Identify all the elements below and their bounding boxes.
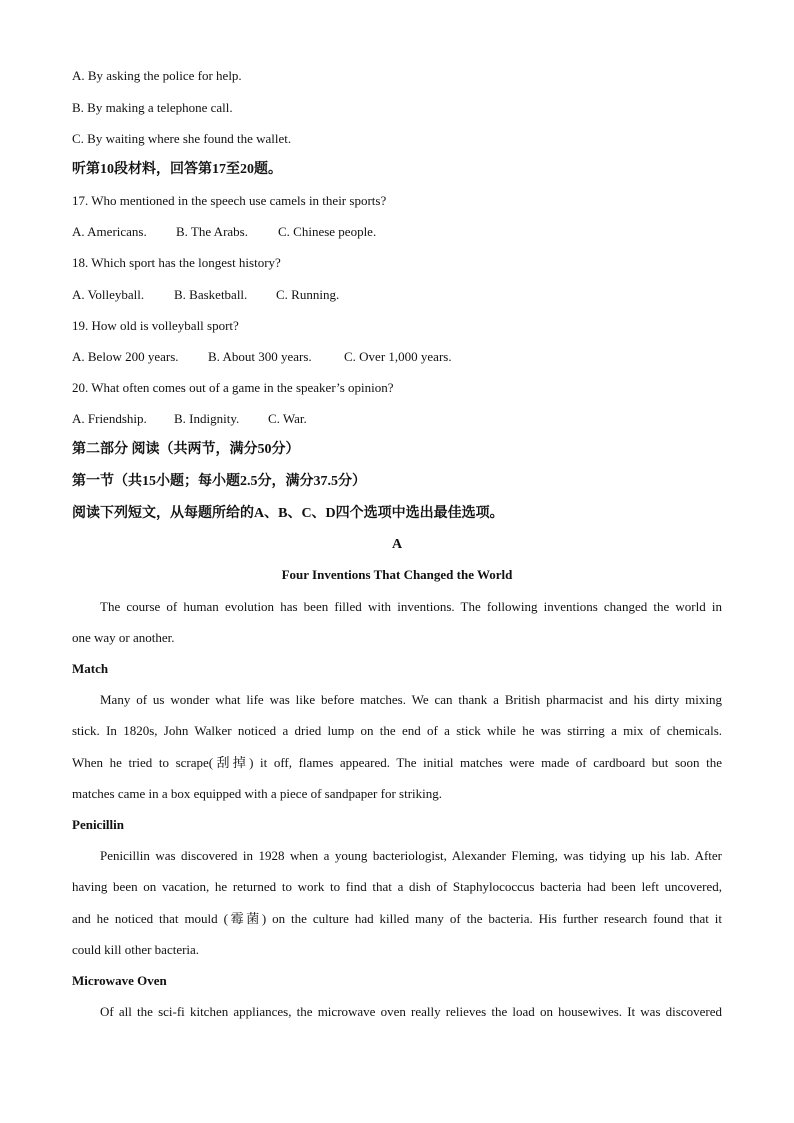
match-line-4: matches came in a box equipped with a piece of sandpaper for striking.: [72, 786, 443, 801]
q16-option-c: C. By waiting where she found the wallet.: [72, 131, 292, 146]
match-line-2: stick. In 1820s, John Walker noticed a dried lump on the end of a stick while he was stirring a mix of chemicals.: [72, 723, 722, 738]
q20-question: 20. What often comes out of a game in the speaker’s opinion?: [72, 380, 394, 395]
q20-option-c: C. War.: [268, 411, 307, 426]
match-line-3: When he tried to scrape(刮掉) it off, flames appeared. The initial matches were made of cardboard but soon the: [72, 755, 722, 770]
penicillin-line-1: Penicillin was discovered in 1928 when a young bacteriologist, Alexander Fleming, was tidying up his lab. After: [100, 848, 722, 863]
q19-option-a: A. Below 200 years.: [72, 349, 179, 364]
q18-option-c: C. Running.: [276, 287, 340, 302]
q20-option-a: A. Friendship.: [72, 411, 147, 426]
penicillin-line-3: and he noticed that mould (霉菌) on the culture had killed many of the bacteria. His further research found that it: [72, 911, 722, 926]
q18-option-a: A. Volleyball.: [72, 287, 145, 302]
passage-title: Four Inventions That Changed the World: [281, 567, 513, 582]
intro-line-1: The course of human evolution has been filled with inventions. The following inventions changed the world in: [100, 599, 722, 614]
q16-option-b: B. By making a telephone call.: [72, 100, 233, 115]
q17-option-a: A. Americans.: [72, 224, 147, 239]
match-line-1: Many of us wonder what life was like before matches. We can thank a British pharmacist and his dirty mixing: [100, 692, 722, 707]
instructions: 阅读下列短文，从每题所给的A、B、C、D四个选项中选出最佳选项。: [72, 506, 504, 521]
section1-header: 第一节（共15小题；每小题2.5分，满分37.5分）: [72, 474, 366, 489]
q16-option-a: A. By asking the police for help.: [72, 68, 242, 83]
q17-option-b: B. The Arabs.: [176, 224, 248, 239]
heading-penicillin: Penicillin: [72, 817, 124, 832]
penicillin-line-2: having been on vacation, he returned to work to find that a dish of Staphylococcus bacteria had been left uncovered,: [72, 879, 722, 894]
q17-options: [72, 224, 722, 240]
penicillin-line-4: could kill other bacteria.: [72, 942, 200, 957]
q19-question: 19. How old is volleyball sport?: [72, 318, 239, 333]
passage-label: A: [391, 537, 403, 552]
part2-header: 第二部分 阅读（共两节，满分50分）: [72, 442, 300, 457]
heading-match: Match: [72, 661, 109, 676]
q17-question: 17. Who mentioned in the speech use camels in their sports?: [72, 193, 387, 208]
q18-question: 18. Which sport has the longest history?: [72, 255, 281, 270]
intro-line-2: one way or another.: [72, 630, 175, 645]
heading-microwave-oven: Microwave Oven: [72, 973, 167, 988]
q20-options: [72, 411, 722, 427]
q18-option-b: B. Basketball.: [174, 287, 248, 302]
q19-option-b: B. About 300 years.: [208, 349, 312, 364]
q19-options: [72, 349, 722, 365]
section10-header: 听第10段材料，回答第17至20题。: [72, 162, 282, 177]
microwave-line-1: Of all the sci-fi kitchen appliances, the microwave oven really relieves the load on housewives. It was discovered: [100, 1004, 722, 1019]
q18-options: [72, 287, 722, 303]
q19-option-c: C. Over 1,000 years.: [344, 349, 452, 364]
q17-option-c: C. Chinese people.: [278, 224, 377, 239]
q20-option-b: B. Indignity.: [174, 411, 240, 426]
